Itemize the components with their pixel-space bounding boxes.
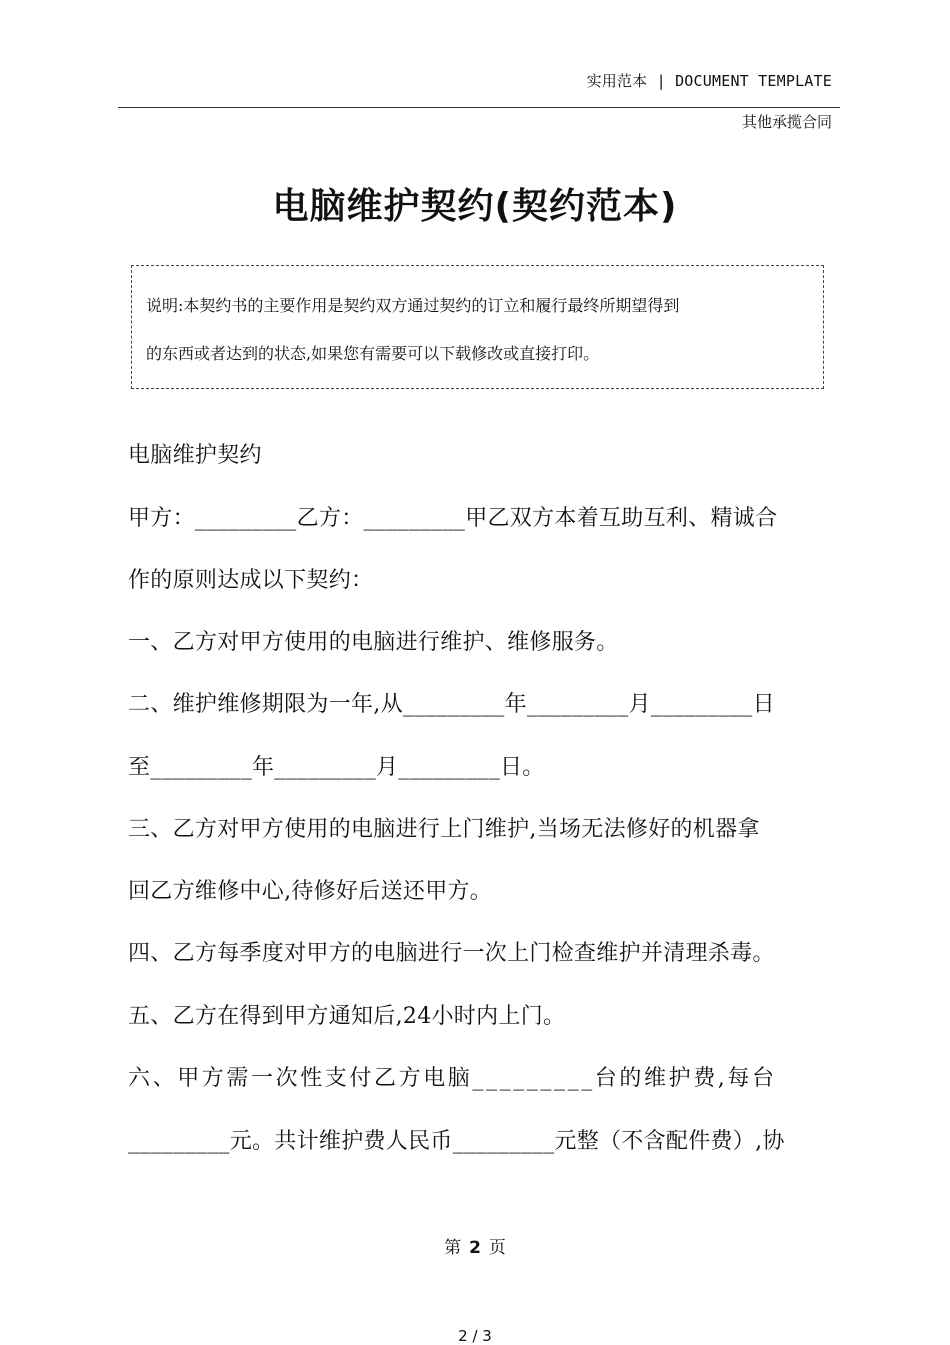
page-number	[0, 1233, 950, 1258]
body-line: 甲方：_________乙方：_________甲乙双方本着互助互利、精诚合	[128, 506, 778, 531]
header-category: 其他承揽合同	[741, 113, 832, 131]
page-prefix: 第	[444, 1238, 462, 1258]
note-box	[131, 265, 824, 389]
page-number-value: 2	[469, 1238, 481, 1258]
body-line: _________元。共计维护费人民币_________元整（不含配件费）,协	[128, 1129, 785, 1154]
body-line: 三、乙方对甲方使用的电脑进行上门维护,当场无法修好的机器拿	[128, 817, 760, 842]
header-template-label: 实用范本 | DOCUMENT TEMPLATE	[586, 72, 832, 90]
body-line: 一、乙方对甲方使用的电脑进行维护、维修服务。	[128, 630, 619, 655]
page-count: 2 / 3	[458, 1327, 492, 1345]
page-suffix: 页	[488, 1238, 506, 1258]
body-line: 二、维护维修期限为一年,从_________年_________月_________日	[128, 692, 775, 717]
body-line: 六、甲方需一次性支付乙方电脑_________台的维护费,每台	[128, 1066, 777, 1091]
body-line: 回乙方维修中心,待修好后送还甲方。	[128, 879, 493, 904]
body-line: 作的原则达成以下契约：	[128, 568, 374, 593]
body-line: 五、乙方在得到甲方通知后,24小时内上门。	[128, 1004, 566, 1029]
body-line: 至_________年_________月_________日。	[128, 755, 545, 780]
document-title: 电脑维护契约(契约范本)	[272, 186, 678, 227]
header-divider	[118, 107, 840, 108]
note-line-2: 的东西或者达到的状态,如果您有需要可以下载修改或直接打印。	[146, 344, 600, 363]
body-line: 四、乙方每季度对甲方的电脑进行一次上门检查维护并清理杀毒。	[128, 941, 775, 966]
contract-heading: 电脑维护契约	[128, 443, 262, 468]
note-line-1: 说明:本契约书的主要作用是契约双方通过契约的订立和履行最终所期望得到	[146, 296, 680, 315]
